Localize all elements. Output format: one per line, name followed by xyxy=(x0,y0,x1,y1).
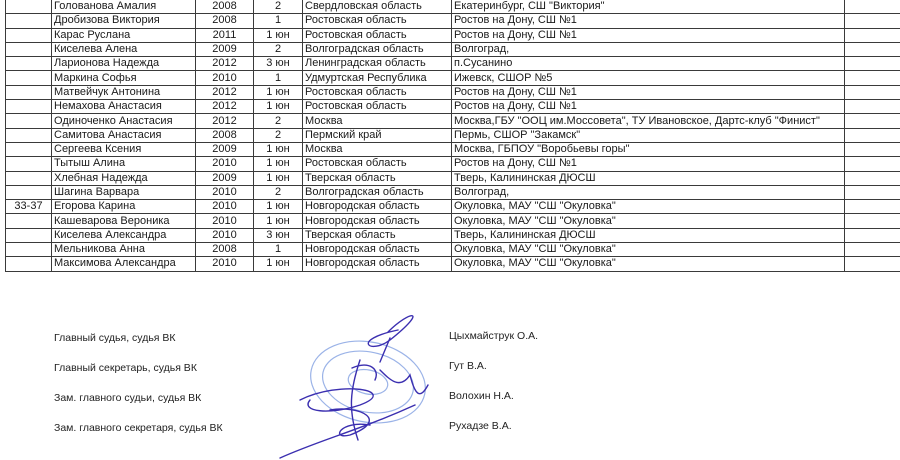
table-row xyxy=(6,214,900,228)
name-cell: Ларионова Надежда xyxy=(52,57,196,71)
signature-role-chief-secretary: Главный секретарь, судья ВК xyxy=(54,362,197,374)
birth-year-cell: 2010 xyxy=(196,71,254,85)
region-cell: Волгоградская область xyxy=(303,42,452,56)
signature-scribbles-icon xyxy=(280,316,428,458)
place-cell xyxy=(6,228,52,242)
birth-year-cell: 2009 xyxy=(196,171,254,185)
rank-cell: 3 юн xyxy=(254,57,303,71)
table-row xyxy=(6,57,900,71)
region-cell: Ленинградская область xyxy=(303,57,452,71)
birth-year-cell: 2008 xyxy=(196,14,254,28)
place-cell xyxy=(6,185,52,199)
table-row xyxy=(6,200,900,214)
club-cell: Окуловка, МАУ "СШ "Окуловка" xyxy=(452,257,845,271)
place-cell xyxy=(6,28,52,42)
club-cell: Пермь, СШОР "Закамск" xyxy=(452,128,845,142)
extra-cell xyxy=(845,171,900,185)
birth-year-cell: 2012 xyxy=(196,100,254,114)
place-cell xyxy=(6,42,52,56)
place-cell xyxy=(6,71,52,85)
rank-cell: 1 юн xyxy=(254,214,303,228)
birth-year-cell: 2010 xyxy=(196,257,254,271)
table-row xyxy=(6,100,900,114)
region-cell: Новгородская область xyxy=(303,257,452,271)
place-cell xyxy=(6,57,52,71)
extra-cell xyxy=(845,14,900,28)
club-cell: Москва,ГБУ "ООЦ им.Моссовета", ТУ Ивановское, Дартс-клуб "Финист" xyxy=(452,114,845,128)
name-cell: Маркина Софья xyxy=(52,71,196,85)
region-cell: Ростовская область xyxy=(303,157,452,171)
rank-cell: 1 xyxy=(254,71,303,85)
extra-cell xyxy=(845,85,900,99)
birth-year-cell: 2012 xyxy=(196,57,254,71)
table-row xyxy=(6,0,900,14)
name-cell: Самитова Анастасия xyxy=(52,128,196,142)
club-cell: Тверь, Калининская ДЮСШ xyxy=(452,228,845,242)
club-cell: Окуловка, МАУ "СШ "Окуловка" xyxy=(452,243,845,257)
extra-cell xyxy=(845,157,900,171)
signature-role-deputy-secretary: Зам. главного секретаря, судья ВК xyxy=(54,422,223,434)
birth-year-cell: 2010 xyxy=(196,157,254,171)
rank-cell: 2 xyxy=(254,128,303,142)
name-cell: Немахова Анастасия xyxy=(52,100,196,114)
place-cell xyxy=(6,14,52,28)
birth-year-cell: 2008 xyxy=(196,243,254,257)
rank-cell: 3 юн xyxy=(254,228,303,242)
extra-cell xyxy=(845,0,900,14)
name-cell: Максимова Александра xyxy=(52,257,196,271)
birth-year-cell: 2012 xyxy=(196,85,254,99)
table-row xyxy=(6,157,900,171)
name-cell: Мельникова Анна xyxy=(52,243,196,257)
extra-cell xyxy=(845,114,900,128)
birth-year-cell: 2008 xyxy=(196,0,254,14)
signature-name-chief-secretary: Гут В.А. xyxy=(449,360,487,372)
place-cell xyxy=(6,142,52,156)
name-cell: Сергеева Ксения xyxy=(52,142,196,156)
region-cell: Волгоградская область xyxy=(303,185,452,199)
extra-cell xyxy=(845,28,900,42)
place-cell xyxy=(6,100,52,114)
rank-cell: 1 юн xyxy=(254,85,303,99)
club-cell: Волгоград, xyxy=(452,42,845,56)
place-cell xyxy=(6,85,52,99)
place-cell xyxy=(6,0,52,14)
name-cell: Егорова Карина xyxy=(52,200,196,214)
club-cell: Ростов на Дону, СШ №1 xyxy=(452,28,845,42)
place-cell xyxy=(6,171,52,185)
table-row xyxy=(6,114,900,128)
signature-role-chief-judge: Главный судья, судья ВК xyxy=(54,332,176,344)
rank-cell: 1 юн xyxy=(254,171,303,185)
rank-cell: 2 xyxy=(254,114,303,128)
table-row xyxy=(6,257,900,271)
place-cell xyxy=(6,157,52,171)
rank-cell: 1 юн xyxy=(254,200,303,214)
club-cell: Ростов на Дону, СШ №1 xyxy=(452,100,845,114)
birth-year-cell: 2010 xyxy=(196,185,254,199)
table-row xyxy=(6,128,900,142)
club-cell: Ростов на Дону, СШ №1 xyxy=(452,157,845,171)
place-cell xyxy=(6,214,52,228)
club-cell: Ростов на Дону, СШ №1 xyxy=(452,85,845,99)
birth-year-cell: 2009 xyxy=(196,142,254,156)
club-cell: Екатеринбург, СШ "Виктория" xyxy=(452,0,845,14)
signature-name-chief-judge: Цыхмайструк О.А. xyxy=(449,330,539,342)
rank-cell: 2 xyxy=(254,42,303,56)
extra-cell xyxy=(845,128,900,142)
extra-cell xyxy=(845,142,900,156)
region-cell: Свердловская область xyxy=(303,0,452,14)
birth-year-cell: 2011 xyxy=(196,28,254,42)
table-row xyxy=(6,243,900,257)
table-row xyxy=(6,185,900,199)
extra-cell xyxy=(845,185,900,199)
name-cell: Одиноченко Анастасия xyxy=(52,114,196,128)
rank-cell: 1 юн xyxy=(254,157,303,171)
signature-name-deputy-judge: Волохин Н.А. xyxy=(449,390,514,402)
name-cell: Тытыш Алина xyxy=(52,157,196,171)
region-cell: Новгородская область xyxy=(303,200,452,214)
extra-cell xyxy=(845,57,900,71)
rank-cell: 2 xyxy=(254,185,303,199)
name-cell: Хлебная Надежда xyxy=(52,171,196,185)
extra-cell xyxy=(845,228,900,242)
extra-cell xyxy=(845,243,900,257)
extra-cell xyxy=(845,71,900,85)
birth-year-cell: 2010 xyxy=(196,214,254,228)
rank-cell: 1 юн xyxy=(254,257,303,271)
name-cell: Киселева Алена xyxy=(52,42,196,56)
table-row xyxy=(6,71,900,85)
name-cell: Дробизова Виктория xyxy=(52,14,196,28)
table-row xyxy=(6,142,900,156)
birth-year-cell: 2009 xyxy=(196,42,254,56)
place-cell xyxy=(6,257,52,271)
club-cell: Окуловка, МАУ "СШ "Окуловка" xyxy=(452,214,845,228)
club-cell: п.Сусанино xyxy=(452,57,845,71)
region-cell: Тверская область xyxy=(303,228,452,242)
region-cell: Москва xyxy=(303,114,452,128)
official-stamp-and-signatures-icon xyxy=(240,300,460,460)
table-row xyxy=(6,85,900,99)
name-cell: Матвейчук Антонина xyxy=(52,85,196,99)
extra-cell xyxy=(845,200,900,214)
birth-year-cell: 2010 xyxy=(196,228,254,242)
club-cell: Волгоград, xyxy=(452,185,845,199)
rank-cell: 1 xyxy=(254,14,303,28)
birth-year-cell: 2008 xyxy=(196,128,254,142)
rank-cell: 1 юн xyxy=(254,28,303,42)
region-cell: Ростовская область xyxy=(303,85,452,99)
club-cell: Окуловка, МАУ "СШ "Окуловка" xyxy=(452,200,845,214)
rank-cell: 1 xyxy=(254,243,303,257)
table-row xyxy=(6,14,900,28)
signature-role-deputy-judge: Зам. главного судьи, судья ВК xyxy=(54,392,202,404)
extra-cell xyxy=(845,42,900,56)
club-cell: Москва, ГБПОУ "Воробьевы горы" xyxy=(452,142,845,156)
table-row xyxy=(6,42,900,56)
place-cell: 33-37 xyxy=(6,200,52,214)
region-cell: Тверская область xyxy=(303,171,452,185)
name-cell: Киселева Александра xyxy=(52,228,196,242)
rank-cell: 1 юн xyxy=(254,142,303,156)
results-table xyxy=(5,0,900,272)
region-cell: Пермский край xyxy=(303,128,452,142)
club-cell: Тверь, Калининская ДЮСШ xyxy=(452,171,845,185)
club-cell: Ижевск, СШОР №5 xyxy=(452,71,845,85)
results-table-body xyxy=(6,0,900,271)
table-row xyxy=(6,171,900,185)
region-cell: Новгородская область xyxy=(303,214,452,228)
rank-cell: 2 xyxy=(254,0,303,14)
region-cell: Москва xyxy=(303,142,452,156)
region-cell: Ростовская область xyxy=(303,14,452,28)
table-row xyxy=(6,228,900,242)
region-cell: Удмуртская Республика xyxy=(303,71,452,85)
place-cell xyxy=(6,128,52,142)
birth-year-cell: 2010 xyxy=(196,200,254,214)
region-cell: Ростовская область xyxy=(303,28,452,42)
name-cell: Голованова Амалия xyxy=(52,0,196,14)
rank-cell: 1 юн xyxy=(254,100,303,114)
birth-year-cell: 2012 xyxy=(196,114,254,128)
extra-cell xyxy=(845,214,900,228)
place-cell xyxy=(6,243,52,257)
extra-cell xyxy=(845,100,900,114)
name-cell: Кашеварова Вероника xyxy=(52,214,196,228)
signature-name-deputy-secretary: Рухадзе В.А. xyxy=(449,420,512,432)
extra-cell xyxy=(845,257,900,271)
name-cell: Шагина Варвара xyxy=(52,185,196,199)
place-cell xyxy=(6,114,52,128)
table-row xyxy=(6,28,900,42)
region-cell: Новгородская область xyxy=(303,243,452,257)
name-cell: Карас Руслана xyxy=(52,28,196,42)
region-cell: Ростовская область xyxy=(303,100,452,114)
club-cell: Ростов на Дону, СШ №1 xyxy=(452,14,845,28)
